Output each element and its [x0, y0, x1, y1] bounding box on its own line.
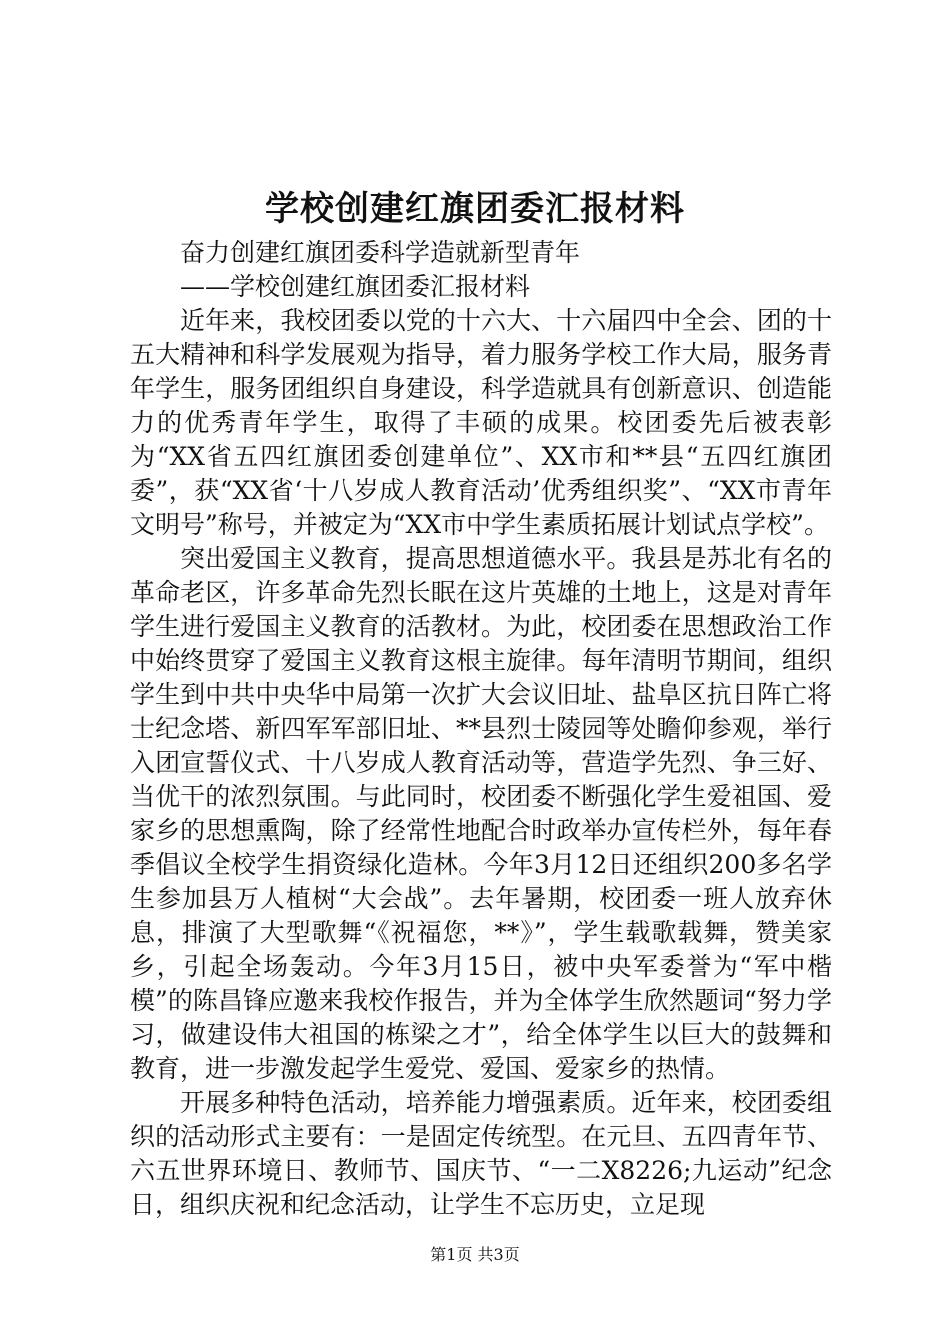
- body-paragraph: 近年来，我校团委以党的十六大、十六届四中全会、团的十五大精神和科学发展观为指导，着力服务学校工作大局，服务青年学生，服务团组织自身建设，科学造就具有创新意识、创造能力的优秀青年学生，取得了丰硕的成果。校团委先后被表彰为“XX省五四红旗团委创建单位”、XX市和**县“五四红旗团委”，获“XX省‘十八岁成人教育活动’优秀组织奖”、“XX市青年文明号”称号，并被定为“XX市中学生素质拓展计划试点学校”。: [130, 306, 832, 539]
- document-title: 学校创建红旗团委汇报材料: [265, 189, 685, 229]
- body-paragraph: 开展多种特色活动，培养能力增强素质。近年来，校团委组织的活动形式主要有：一是固定传统型。在元旦、五四青年节、六五世界环境日、教师节、国庆节、“一二X8226;九运动”纪念日，组织庆祝和纪念活动，让学生不忘历史，立足现: [130, 1088, 832, 1219]
- body-paragraph: 突出爱国主义教育，提高思想道德水平。我县是苏北有名的革命老区，许多革命先烈长眠在这片英雄的土地上，这是对青年学生进行爱国主义教育的活教材。为此，校团委在思想政治工作中始终贯穿了爱国主义教育这根主旋律。每年清明节期间，组织学生到中共中央华中局第一次扩大会议旧址、盐阜区抗日阵亡将士纪念塔、新四军军部旧址、**县烈士陵园等处瞻仰参观，举行入团宣誓仪式、十八岁成人教育活动等，营造学先烈、争三好、当优干的浓烈氛围。与此同时，校团委不断强化学生爱祖国、爱家乡的思想熏陶，除了经常性地配合时政举办宣传栏外，每年春季倡议全校学生捐资绿化造林。今年3月12日还组织200多名学生参加县万人植树“大会战”。去年暑期，校团委一班人放弃休息，排演了大型歌舞“《祝福您，**》”，学生载歌载舞，赞美家乡，引起全场轰动。今年3月15日，被中央军委誉为“军中楷模”的陈昌锋应邀来我校作报告，并为全体学生欣然题词“努力学习，做建设伟大祖国的栋梁之才”，给全体学生以巨大的鼓舞和教育，进一步激发起学生爱党、爱国、爱家乡的热情。: [130, 544, 832, 1083]
- subtitle-line-1: 奋力创建红旗团委科学造就新型青年: [180, 238, 581, 267]
- subtitle-line-2: ——学校创建红旗团委汇报材料: [180, 272, 531, 301]
- document-body: [130, 236, 832, 1222]
- page-number: 第1页 共3页: [430, 1245, 520, 1264]
